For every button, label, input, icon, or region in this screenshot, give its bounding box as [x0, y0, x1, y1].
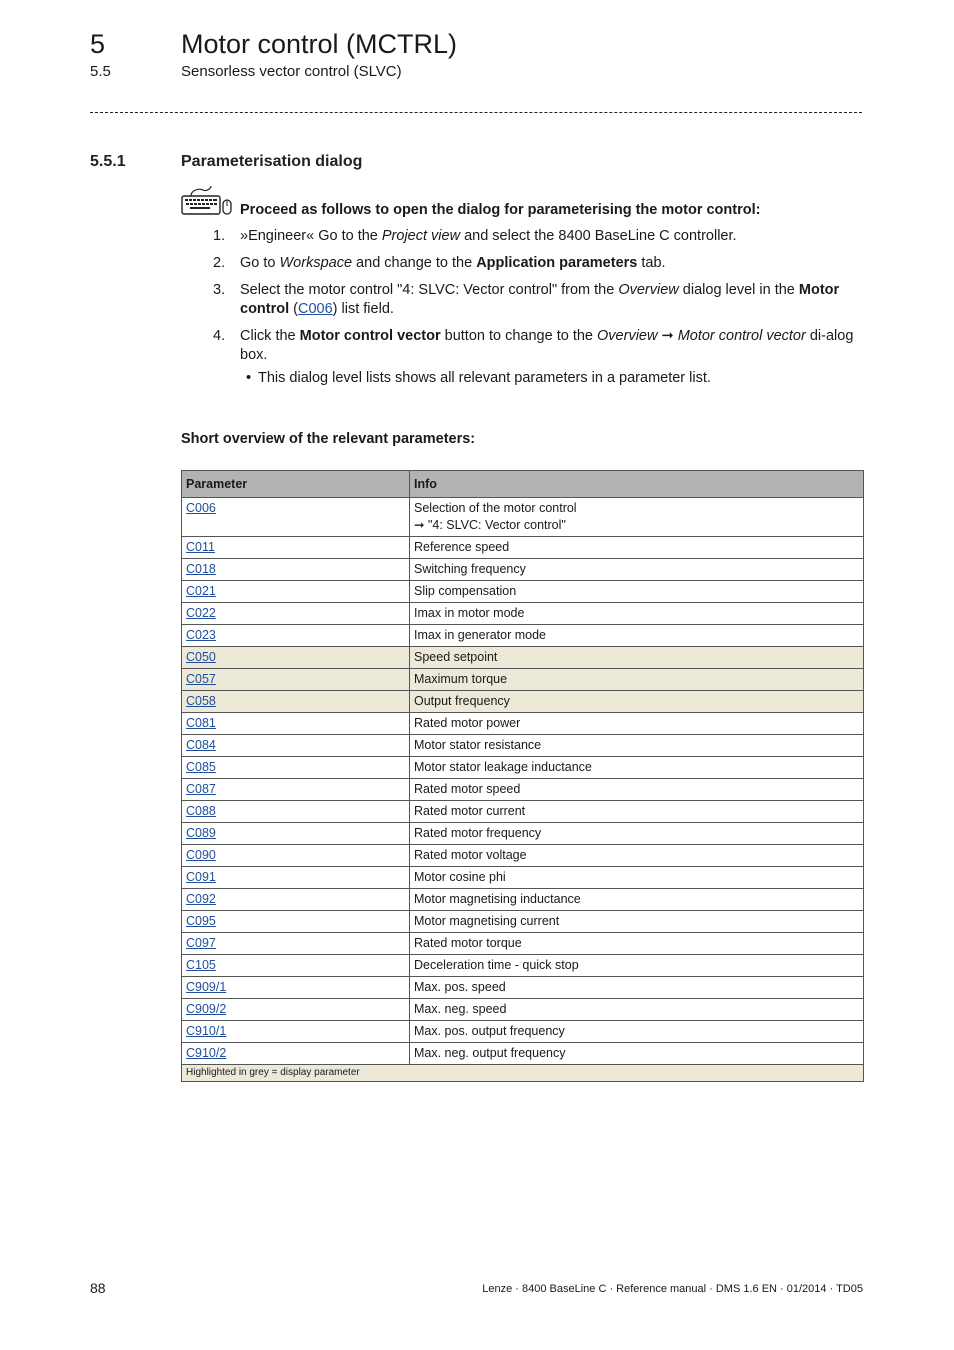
table-header-row	[182, 471, 864, 498]
parameter-cell	[182, 889, 410, 911]
table-row	[182, 603, 864, 625]
parameter-link[interactable]: C097	[186, 936, 216, 950]
parameter-cell	[182, 955, 410, 977]
info-text: Selection of the motor control	[414, 501, 577, 515]
parameter-cell	[182, 845, 410, 867]
parameter-cell	[182, 625, 410, 647]
procedure-intro: Proceed as follows to open the dialog for parameterising the motor control:	[240, 202, 761, 218]
step-2	[213, 254, 863, 273]
table-row	[182, 713, 864, 735]
info-text: Max. neg. speed	[414, 1002, 507, 1016]
table-footnote: Highlighted in grey = display parameter	[182, 1065, 864, 1082]
info-text: Rated motor power	[414, 716, 521, 730]
parameter-cell	[182, 713, 410, 735]
info-text: Rated motor speed	[414, 782, 521, 796]
info-text: Maximum torque	[414, 672, 508, 686]
keyboard-mouse-icon	[181, 186, 233, 216]
table-row	[182, 647, 864, 669]
step-4	[213, 327, 863, 388]
step-1	[213, 227, 863, 246]
column-header-parameter: Parameter	[182, 471, 410, 498]
parameter-link[interactable]: C084	[186, 738, 216, 752]
info-cell	[410, 933, 864, 955]
table-row	[182, 537, 864, 559]
info-text: Motor stator resistance	[414, 738, 542, 752]
info-text: Output frequency	[414, 694, 510, 708]
parameter-cell	[182, 801, 410, 823]
info-text: Rated motor frequency	[414, 826, 542, 840]
chapter-number: 5	[90, 29, 106, 59]
parameter-link[interactable]: C088	[186, 804, 216, 818]
table-row	[182, 669, 864, 691]
info-cell	[410, 713, 864, 735]
table-row	[182, 955, 864, 977]
info-text: Motor cosine phi	[414, 870, 506, 884]
info-cell	[410, 1021, 864, 1043]
parameter-link[interactable]: C085	[186, 760, 216, 774]
table-row	[182, 735, 864, 757]
parameter-link[interactable]: C058	[186, 694, 216, 708]
info-cell	[410, 889, 864, 911]
info-cell	[410, 603, 864, 625]
overview-heading: Short overview of the relevant parameters:	[181, 431, 476, 447]
info-text: Deceleration time - quick stop	[414, 958, 579, 972]
info-text: Motor stator leakage inductance	[414, 760, 592, 774]
parameter-link[interactable]: C909/2	[186, 1002, 227, 1016]
parameter-link[interactable]: C021	[186, 584, 216, 598]
parameter-cell	[182, 867, 410, 889]
info-text: Slip compensation	[414, 584, 517, 598]
info-text: Motor magnetising inductance	[414, 892, 581, 906]
info-text: Imax in motor mode	[414, 606, 525, 620]
table-row	[182, 933, 864, 955]
subsection-number: 5.5.1	[90, 153, 126, 170]
parameter-link[interactable]: C092	[186, 892, 216, 906]
info-cell	[410, 779, 864, 801]
parameter-link[interactable]: C011	[186, 540, 215, 554]
step-4-note: • This dialog level lists shows all relevant parameters in a parameter list.	[246, 370, 711, 386]
info-text: Reference speed	[414, 540, 510, 554]
table-row	[182, 779, 864, 801]
parameter-link[interactable]: C018	[186, 562, 216, 576]
info-cell	[410, 867, 864, 889]
parameter-cell	[182, 603, 410, 625]
table-row	[182, 911, 864, 933]
section-number: 5.5	[90, 63, 111, 80]
info-cell	[410, 801, 864, 823]
section-title: Sensorless vector control (SLVC)	[181, 63, 402, 80]
parameter-cell	[182, 779, 410, 801]
parameter-cell	[182, 1021, 410, 1043]
table-row	[182, 823, 864, 845]
step-number: 4.	[213, 328, 226, 344]
step-number: 1.	[213, 228, 226, 244]
parameter-link[interactable]: C105	[186, 958, 216, 972]
step-text: Click the Motor control vector button to change to the Overview ➞ Motor control vector di-alog box. • This dialog level lists shows all relevant parameters in a parameter list.	[240, 327, 863, 388]
subsection-title: Parameterisation dialog	[181, 153, 363, 170]
table-row	[182, 845, 864, 867]
parameter-cell	[182, 823, 410, 845]
table-row	[182, 977, 864, 999]
parameter-cell	[182, 911, 410, 933]
info-text: Max. neg. output frequency	[414, 1046, 566, 1060]
info-cell	[410, 757, 864, 779]
table-row	[182, 1043, 864, 1065]
info-cell	[410, 691, 864, 713]
chapter-title: Motor control (MCTRL)	[181, 29, 458, 59]
parameter-link[interactable]: C057	[186, 672, 216, 686]
parameter-link[interactable]: C091	[186, 870, 216, 884]
parameter-table	[181, 470, 864, 1082]
info-cell	[410, 911, 864, 933]
info-text: Speed setpoint	[414, 650, 498, 664]
footer-text: Lenze · 8400 BaseLine C · Reference manual · DMS 1.6 EN · 01/2014 · TD05	[482, 1283, 863, 1295]
table-row	[182, 757, 864, 779]
parameter-cell	[182, 647, 410, 669]
parameter-cell	[182, 559, 410, 581]
info-cell	[410, 625, 864, 647]
parameter-link[interactable]: C090	[186, 848, 216, 862]
table-row	[182, 581, 864, 603]
parameter-link[interactable]: C050	[186, 650, 216, 664]
parameter-link[interactable]: C089	[186, 826, 216, 840]
column-header-info: Info	[410, 471, 864, 498]
parameter-cell	[182, 999, 410, 1021]
parameter-link[interactable]: C081	[186, 716, 216, 730]
step-3	[213, 281, 863, 319]
parameter-link[interactable]: C910/1	[186, 1024, 227, 1038]
info-cell	[410, 498, 864, 537]
table-row	[182, 867, 864, 889]
parameter-cell	[182, 735, 410, 757]
info-cell	[410, 735, 864, 757]
table-row	[182, 559, 864, 581]
parameter-link[interactable]: C023	[186, 628, 216, 642]
step-number: 3.	[213, 282, 226, 298]
info-cell	[410, 845, 864, 867]
parameter-link[interactable]: C909/1	[186, 980, 227, 994]
table-row	[182, 498, 864, 537]
table-row	[182, 889, 864, 911]
info-text: Motor magnetising current	[414, 914, 560, 928]
c006-link[interactable]: C006	[298, 301, 333, 317]
table-row	[182, 691, 864, 713]
info-text: Rated motor voltage	[414, 848, 527, 862]
page-number: 88	[90, 1280, 106, 1296]
info-text: Max. pos. output frequency	[414, 1024, 565, 1038]
table-row	[182, 1021, 864, 1043]
info-cell	[410, 537, 864, 559]
parameter-cell	[182, 1043, 410, 1065]
info-text: Imax in generator mode	[414, 628, 547, 642]
info-cell	[410, 1043, 864, 1065]
parameter-link[interactable]: C006	[186, 501, 216, 515]
parameter-cell	[182, 691, 410, 713]
info-cell	[410, 647, 864, 669]
header-divider	[90, 112, 862, 113]
parameter-link[interactable]: C910/2	[186, 1046, 227, 1060]
info-text: Max. pos. speed	[414, 980, 506, 994]
info-cell	[410, 823, 864, 845]
step-number: 2.	[213, 255, 226, 271]
table-row	[182, 801, 864, 823]
parameter-link[interactable]: C087	[186, 782, 216, 796]
table-row	[182, 625, 864, 647]
info-text: Switching frequency	[414, 562, 526, 576]
info-cell	[410, 669, 864, 691]
info-cell	[410, 999, 864, 1021]
info-cell	[410, 559, 864, 581]
info-text-secondary: ➞ "4: SLVC: Vector control"	[414, 518, 566, 532]
parameter-cell	[182, 537, 410, 559]
parameter-link[interactable]: C095	[186, 914, 216, 928]
info-cell	[410, 955, 864, 977]
procedure-steps	[213, 227, 863, 396]
step-text: Go to Workspace and change to the Application parameters tab.	[240, 255, 666, 271]
step-text: Select the motor control "4: SLVC: Vector control" from the Overview dialog level in the Motor control (C006) list field.	[240, 282, 840, 317]
parameter-link[interactable]: C022	[186, 606, 216, 620]
parameter-cell	[182, 933, 410, 955]
parameter-cell	[182, 581, 410, 603]
table-footnote-row	[182, 1065, 864, 1082]
parameter-cell	[182, 669, 410, 691]
info-cell	[410, 581, 864, 603]
parameter-cell	[182, 498, 410, 537]
parameter-cell	[182, 977, 410, 999]
step-text: »Engineer« Go to the Project view and select the 8400 BaseLine C controller.	[240, 228, 737, 244]
info-text: Rated motor current	[414, 804, 526, 818]
parameter-cell	[182, 757, 410, 779]
table-row	[182, 999, 864, 1021]
info-text: Rated motor torque	[414, 936, 522, 950]
info-cell	[410, 977, 864, 999]
